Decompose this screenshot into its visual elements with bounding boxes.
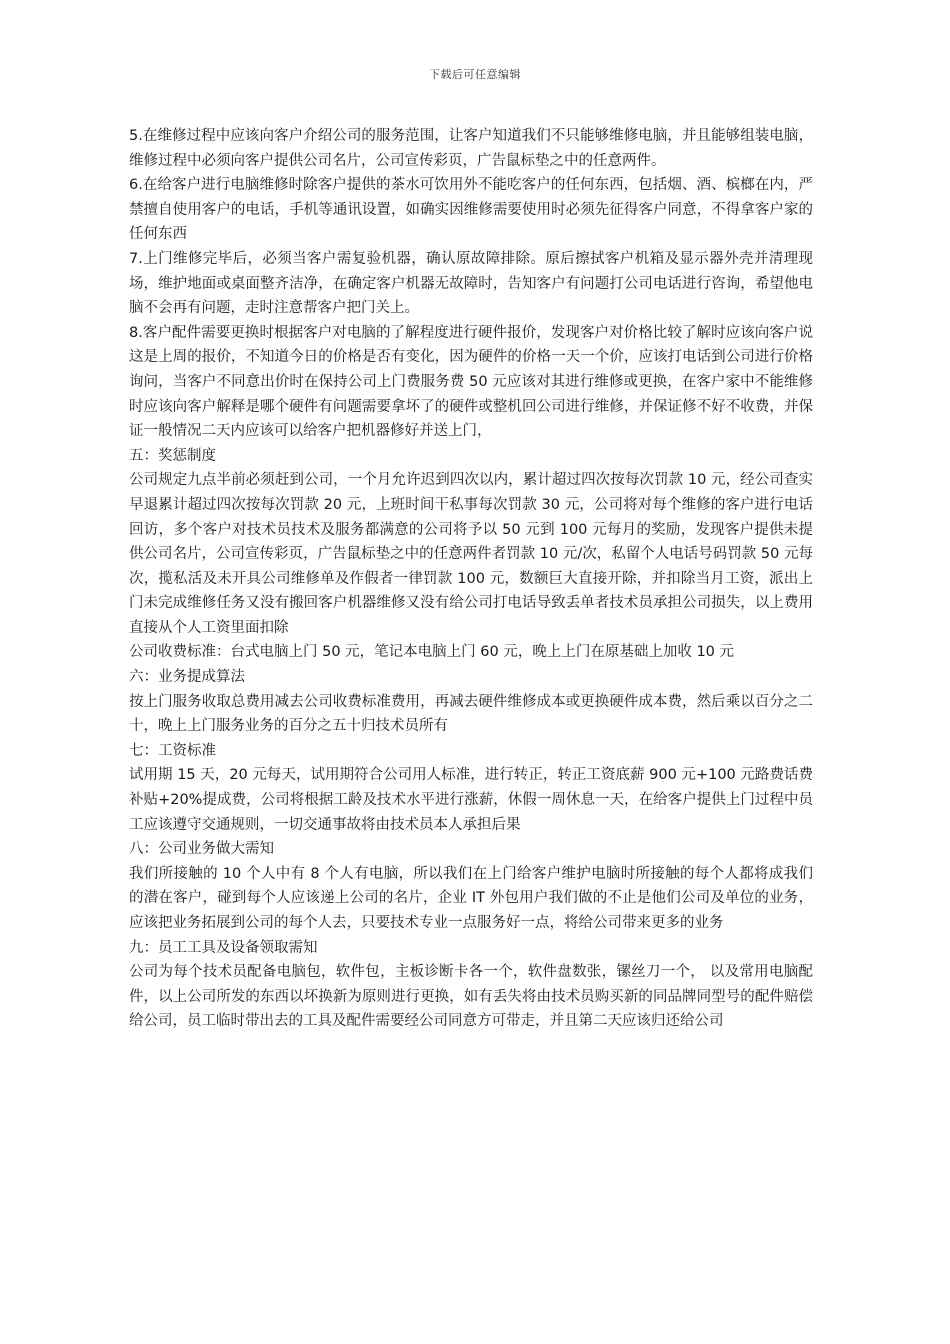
paragraph-rewards-rules: 公司规定九点半前必须赶到公司，一个月允许迟到四次以内，累计超过四次按每次罚款 10 元，经公司查实早退累计超过四次按每次罚款 20 元，上班时间干私事每次罚款 30 元，公司将对每个维修的客户进行电话回访，多个客户对技术员技术及服务都满意的公司将予以 50 元到 100 元每月的奖励，发现客户提供未提供公司名片，公司宣传彩页，广告鼠标垫之中的任意两件者罚款 10 元/次，私留个人电话号码罚款 50 元每次，揽私活及未开具公司维修单及作假者一律罚款 100 元，数额巨大直接开除，并扣除当月工资，派出上门未完成维修任务又没有搬回客户机器维修又没有给公司打电话导致丢单者技术员承担公司损失，以上费用直接从个人工资里面扣除: [129, 472, 813, 636]
section-heading-commission: 六：业务提成算法: [129, 669, 245, 686]
section-heading-business-growth: 八：公司业务做大需知: [129, 841, 274, 858]
paragraph-commission: 按上门服务收取总费用减去公司收费标准费用，再减去硬件维修成本或更换硬件成本费，然后乘以百分之二十，晚上上门服务业务的百分之五十归技术员所有: [129, 693, 813, 735]
paragraph-business-growth: 我们所接触的 10 个人中有 8 个人有电脑，所以我们在上门给客户维护电脑时所接触的每个人都将成我们的潜在客户，碰到每个人应该递上公司的名片，企业 IT 外包用户我们做的不止是他们公司及单位的业务，应该把业务拓展到公司的每个人去，只要技术专业一点服务好一点，将给公司带来更多的业务: [129, 865, 813, 931]
document-body: [129, 124, 813, 1034]
paragraph-item-7: 7.上门维修完毕后，必须当客户需复验机器，确认原故障排除。原后擦拭客户机箱及显示器外壳并清理现场，维护地面或桌面整齐洁净，在确定客户机器无故障时，告知客户有问题打公司电话进行咨询，希望他电脑不会再有问题，走时注意帮客户把门关上。: [129, 250, 813, 317]
section-heading-tools: 九：员工工具及设备领取需知: [129, 939, 318, 956]
paragraph-item-8: 8.客户配件需要更换时根据客户对电脑的了解程度进行硬件报价，发现客户对价格比较了解时应该向客户说这是上周的报价，不知道今日的价格是否有变化，因为硬件的价格一天一个价，应该打电话到公司进行价格询问，当客户不同意出价时在保持公司上门费服务费 50 元应该对其进行维修或更换，在客户家中不能维修时应该向客户解释是哪个硬件有问题需要拿坏了的硬件或整机回公司进行维修，并保证修不好不收费，并保证一般情况二天内应该可以给客户把机器修好并送上门，: [129, 324, 813, 440]
paragraph-item-5: 5.在维修过程中应该向客户介绍公司的服务范围，让客户知道我们不只能够维修电脑，并且能够组装电脑，维修过程中必须向客户提供公司名片，公司宣传彩页，广告鼠标垫之中的任意两件。: [129, 128, 813, 169]
section-heading-salary: 七：工资标准: [129, 742, 216, 759]
paragraph-tools: 公司为每个技术员配备电脑包，软件包，主板诊断卡各一个，软件盘数张，镙丝刀一个， 以及常用电脑配件，以上公司所发的东西以坏换新为原则进行更换，如有丢失将由技术员购买新的同品牌同型号的配件赔偿给公司，员工临时带出去的工具及配件需要经公司同意方可带走，并且第二天应该归还给公司: [129, 964, 813, 1030]
paragraph-fee-standard: 公司收费标准：台式电脑上门 50 元，笔记本电脑上门 60 元，晚上上门在原基础上加收 10 元: [129, 644, 735, 661]
paragraph-salary: 试用期 15 天，20 元每天，试用期符合公司用人标准，进行转正，转正工资底薪 900 元+100 元路费话费补贴+20%提成费，公司将根据工龄及技术水平进行涨薪，休假一周休息一天，在给客户提供上门过程中员工应该遵守交通规则，一切交通事故将由技术员本人承担后果: [129, 767, 813, 833]
paragraph-item-6: 6.在给客户进行电脑维修时除客户提供的茶水可饮用外不能吃客户的任何东西，包括烟、酒、槟榔在内，严禁擅自使用客户的电话，手机等通讯设置，如确实因维修需要使用时必须先征得客户同意，不得拿客户家的任何东西: [129, 177, 813, 243]
page-header: 下载后可任意编辑: [429, 68, 521, 81]
section-heading-rewards: 五：奖惩制度: [129, 447, 216, 464]
